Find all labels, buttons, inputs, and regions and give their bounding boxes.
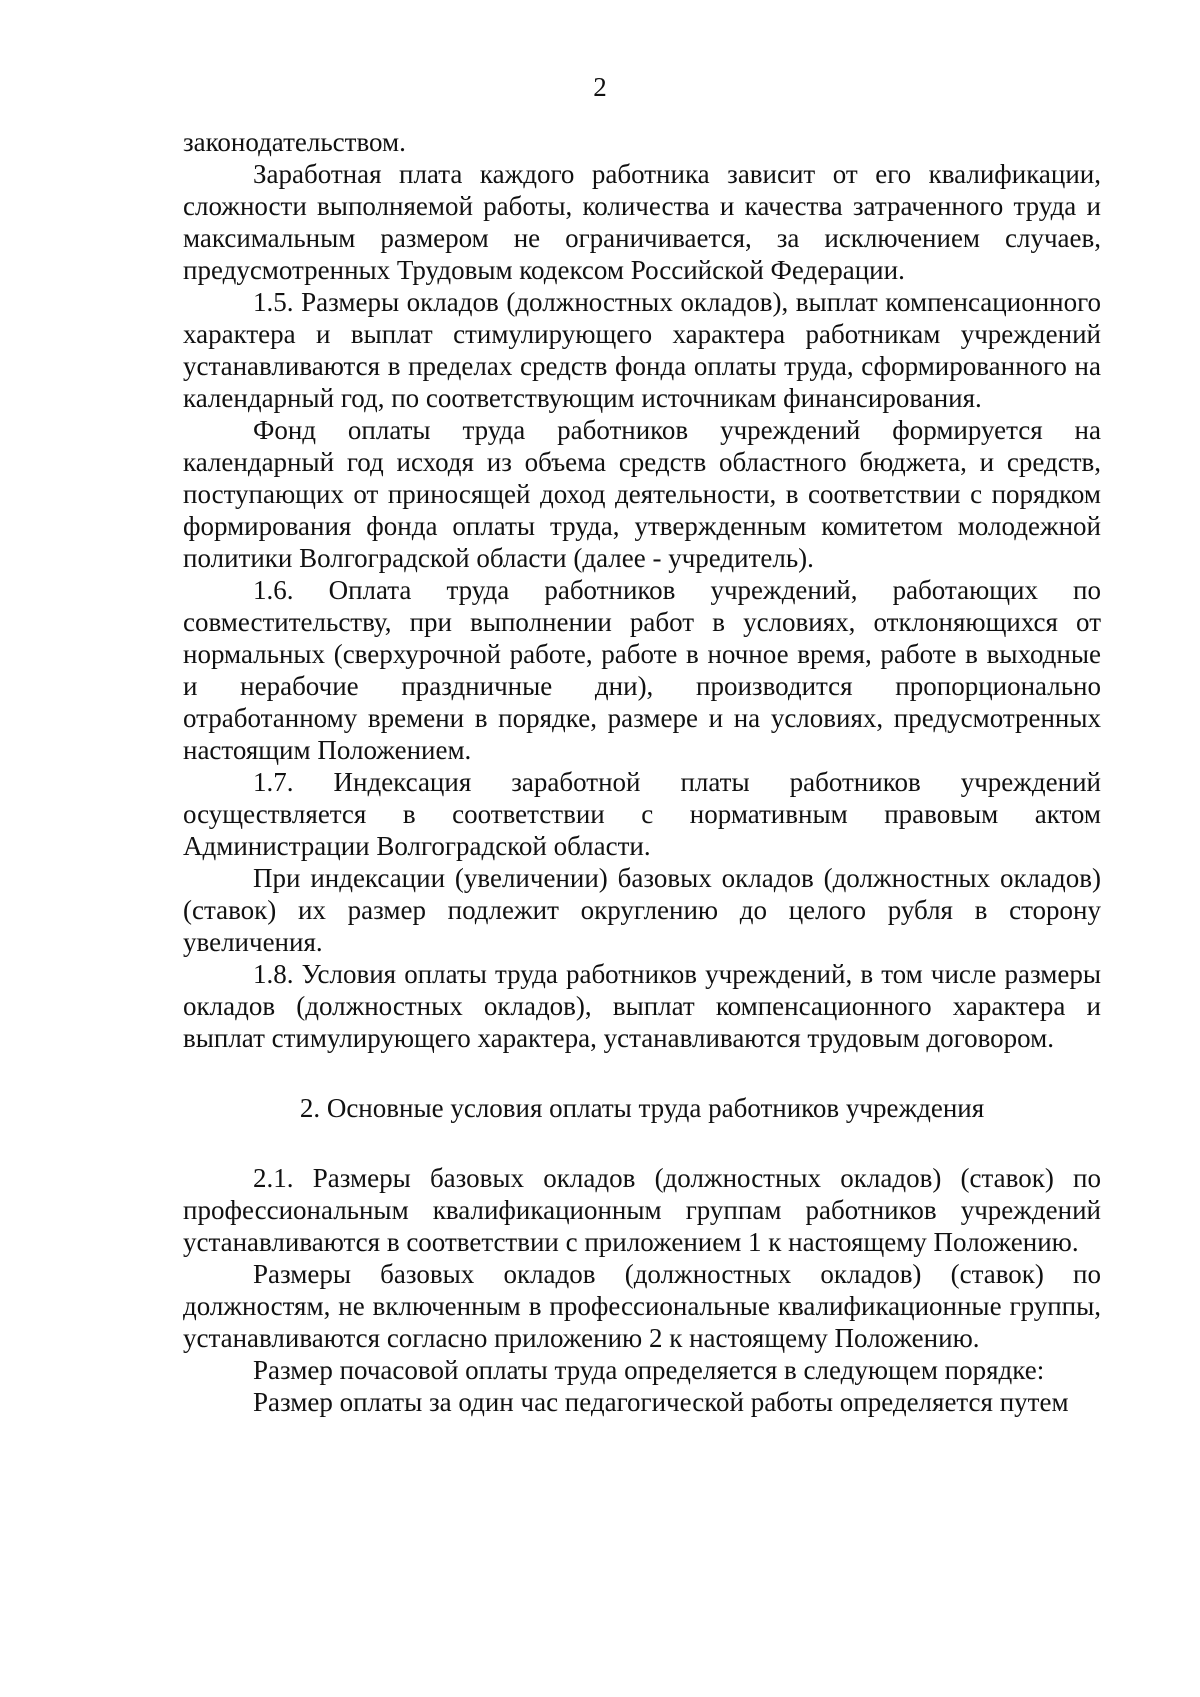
page-number: 2 xyxy=(593,72,607,102)
section-heading: 2. Основные условия оплаты труда работников учреждения xyxy=(299,1093,985,1123)
paragraph-1-6: 1.6. Оплата труда работников учреждений, работающих по совместительству, при выполнении работ в условиях, отклоняющихся от нормальных (сверхурочной работе, работе в ночное время, работе в выходные и нерабочие праздничные дни), производится пропорционально отработанному времени в порядке, размере и на условиях, предусмотренных настоящим Положением. xyxy=(183,575,1101,765)
paragraph: Размеры базовых окладов (должностных окладов) (ставок) по должностям, не включенным в профессиональные квалификационные группы, устанавливаются согласно приложению 2 к настоящему Положению. xyxy=(183,1259,1101,1353)
paragraph-2-1: 2.1. Размеры базовых окладов (должностных окладов) (ставок) по профессиональным квалификационным группам работников учреждений устанавливаются в соответствии с приложением 1 к настоящему Положению. xyxy=(183,1163,1101,1257)
paragraph-1-7: 1.7. Индексация заработной платы работников учреждений осуществляется в соответствии с нормативным правовым актом Администрации Волгоградской области. xyxy=(183,767,1101,861)
paragraph: Фонд оплаты труда работников учреждений формируется на календарный год исходя из объема средств областного бюджета, и средств, поступающих от приносящей доход деятельности, в соответствии с порядком формирования фонда оплаты труда, утвержденным комитетом молодежной политики Волгоградской области (далее - учредитель). xyxy=(183,415,1101,573)
paragraph: Размер почасовой оплаты труда определяется в следующем порядке: xyxy=(253,1355,1045,1385)
paragraph-1-8: 1.8. Условия оплаты труда работников учреждений, в том числе размеры окладов (должностных окладов), выплат компенсационного характера и выплат стимулирующего характера, устанавливаются трудовым договором. xyxy=(183,959,1101,1053)
paragraph: законодательством. xyxy=(183,127,406,157)
paragraph: При индексации (увеличении) базовых окладов (должностных окладов) (ставок) их размер подлежит округлению до целого рубля в сторону увеличения. xyxy=(183,863,1101,957)
paragraph-1-5: 1.5. Размеры окладов (должностных окладов), выплат компенсационного характера и выплат стимулирующего характера работникам учреждений устанавливаются в пределах средств фонда оплаты труда, сформированного на календарный год, по соответствующим источникам финансирования. xyxy=(183,287,1101,413)
paragraph: Заработная плата каждого работника зависит от его квалификации, сложности выполняемой работы, количества и качества затраченного труда и максимальным размером не ограничивается, за исключением случаев, предусмотренных Трудовым кодексом Российской Федерации. xyxy=(183,159,1101,285)
paragraph: Размер оплаты за один час педагогической работы определяется путем xyxy=(253,1387,1069,1417)
document-body xyxy=(183,126,1101,1418)
